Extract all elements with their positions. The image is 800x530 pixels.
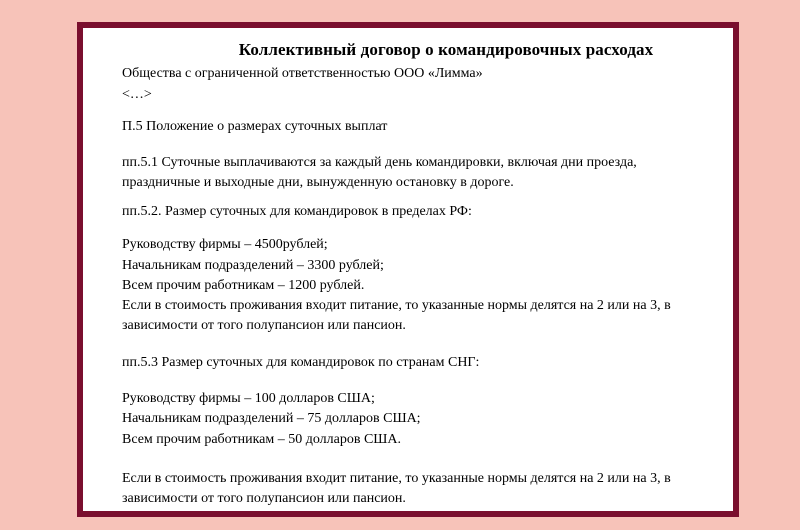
paragraph-5-3-item: Руководству фирмы – 100 долларов США;	[122, 391, 375, 406]
paragraph-5-2-item: зависимости от того полупансион или пансион.	[122, 318, 406, 333]
document-title: Коллективный договор о командировочных расходах	[238, 40, 654, 59]
ellipsis-line: <…>	[122, 87, 152, 102]
paragraph-5-1-line-2: праздничные и выходные дни, вынужденную остановку в дороге.	[122, 175, 514, 190]
section-heading: П.5 Положение о размерах суточных выплат	[122, 119, 388, 134]
paragraph-5-2-heading: пп.5.2. Размер суточных для командировок в пределах РФ:	[122, 204, 472, 219]
paragraph-5-3-item: Всем прочим работникам – 50 долларов США.	[122, 432, 402, 447]
paragraph-5-3-note-line-2: зависимости от того полупансион или пансион.	[122, 491, 406, 506]
paragraph-5-2-item: Если в стоимость проживания входит питание, то указанные нормы делятся на 2 или на 3, в	[122, 298, 671, 313]
document-page	[83, 28, 733, 511]
paragraph-5-2-item: Начальникам подразделений – 3300 рублей;	[122, 258, 384, 273]
company-line: Общества с ограниченной ответственностью ООО «Лимма»	[122, 66, 483, 81]
paragraph-5-3-note-line-1: Если в стоимость проживания входит питание, то указанные нормы делятся на 2 или на 3, в	[122, 471, 671, 486]
paragraph-5-3-item: Начальникам подразделений – 75 долларов США;	[122, 411, 421, 426]
paragraph-5-2-item: Руководству фирмы – 4500рублей;	[122, 237, 328, 252]
document-frame	[77, 22, 739, 517]
paragraph-5-3-heading: пп.5.3 Размер суточных для командировок по странам СНГ:	[122, 355, 480, 370]
paragraph-5-2-item: Всем прочим работникам – 1200 рублей.	[122, 278, 365, 293]
paragraph-5-1-line-1: пп.5.1 Суточные выплачиваются за каждый день командировки, включая дни проезда,	[122, 155, 637, 170]
